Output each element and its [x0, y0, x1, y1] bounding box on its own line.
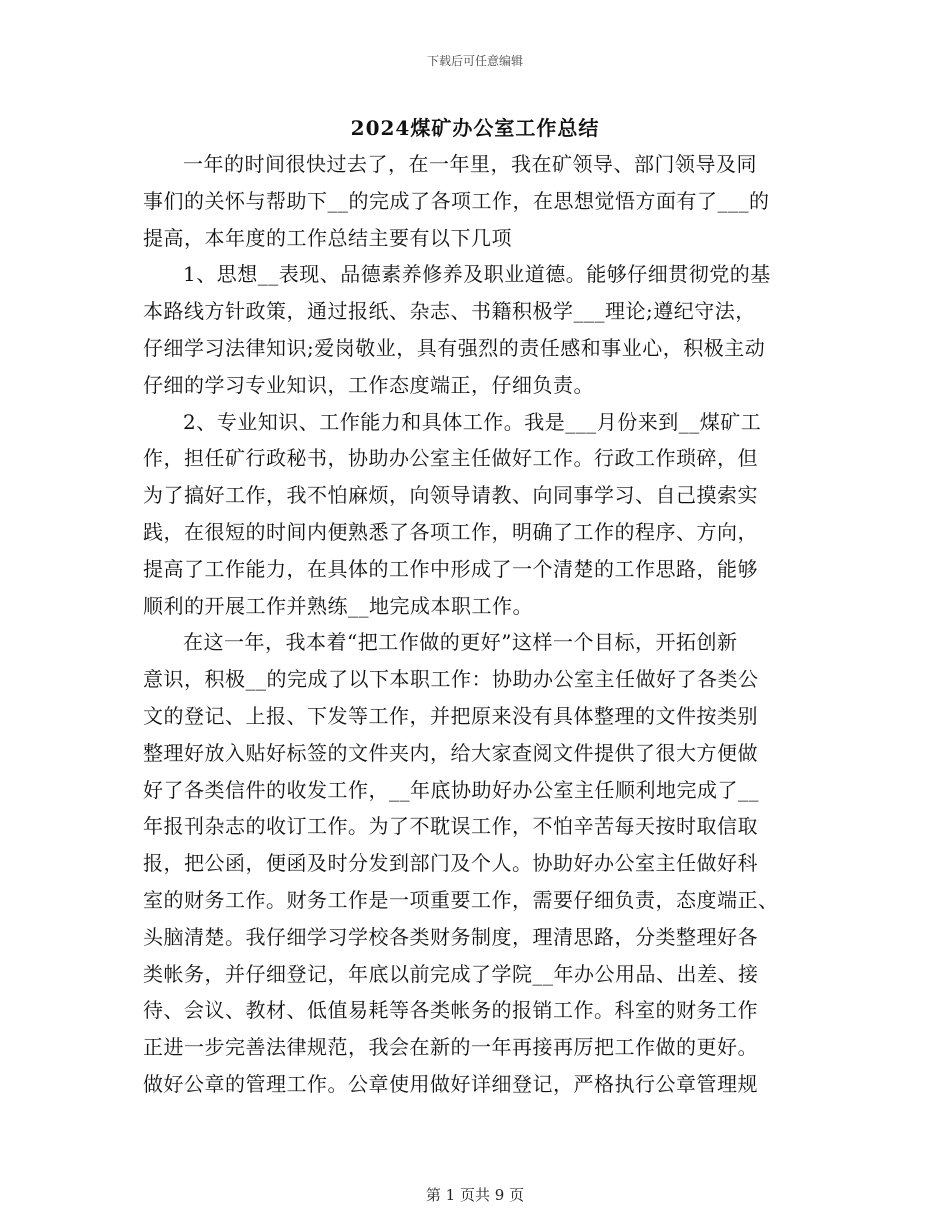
text-line: 仔细的学习专业知识，工作态度端正，仔细负责。 [143, 372, 594, 397]
text-line: 报，把公函，便函及时分发到部门及个人。协助好办公室主任做好科 [143, 851, 758, 876]
text-line: 待、会议、教材、低值易耗等各类帐务的报销工作。科室的财务工作 [143, 998, 758, 1023]
page-footer: 第 1 页共 9 页 [425, 1186, 525, 1204]
text-line: 室的财务工作。财务工作是一项重要工作，需要仔细负责，态度端正、 [143, 887, 779, 912]
text-line: 作，担任矿行政秘书，协助办公室主任做好工作。行政工作琐碎，但 [143, 446, 758, 471]
text-line: 一年的时间很快过去了，在一年里，我在矿领导、部门领导及同 [183, 152, 757, 176]
text-line: 好了各类信件的收发工作，__年底协助好办公室主任顺利地完成了__ [143, 777, 759, 802]
text-line: 意识，积极__的完成了以下本职工作：协助办公室主任做好了各类公 [143, 667, 759, 692]
text-line: 头脑清楚。我仔细学习学校各类财务制度，理清思路，分类整理好各 [143, 924, 758, 949]
text-line: 为了搞好工作，我不怕麻烦，向领导请教、向同事学习、自己摸索实 [143, 483, 758, 508]
text-line: 做好公章的管理工作。公章使用做好详细登记，严格执行公章管理规 [143, 1071, 758, 1096]
text-line: 正进一步完善法律规范，我会在新的一年再接再厉把工作做的更好。 [143, 1035, 758, 1060]
text-line: 文的登记、上报、下发等工作，并把原来没有具体整理的文件按类别 [143, 703, 758, 728]
text-line: 整理好放入贴好标签的文件夹内，给大家查阅文件提供了很大方便做 [143, 740, 758, 765]
text-line: 仔细学习法律知识;爱岗敬业，具有强烈的责任感和事业心，积极主动 [143, 335, 766, 360]
text-line: 在这一年，我本着“把工作做的更好”这样一个目标，开拓创新 [183, 630, 738, 655]
text-line: 践，在很短的时间内便熟悉了各项工作，明确了工作的程序、方向， [143, 519, 758, 544]
text-line: 年报刊杂志的收订工作。为了不耽误工作，不怕辛苦每天按时取信取 [143, 814, 758, 839]
text-line: 1、思想__表现、品德素养修养及职业道德。能够仔细贯彻党的基 [183, 262, 771, 287]
text-line: 类帐务，并仔细登记，年底以前完成了学院__年办公用品、出差、接 [143, 961, 759, 986]
text-line: 事们的关怀与帮助下__的完成了各项工作，在思想觉悟方面有了___的 [143, 188, 770, 213]
document-body [143, 146, 811, 1103]
page-header: 下载后可任意编辑 [426, 54, 523, 68]
text-line: 提高，本年度的工作总结主要有以下几项 [143, 225, 512, 250]
text-line: 本路线方针政策，通过报纸、杂志、书籍积极学___理论;遵纪守法， [143, 299, 756, 324]
text-line: 提高了工作能力，在具体的工作中形成了一个清楚的工作思路，能够 [143, 556, 758, 581]
document-title: 2024煤矿办公室工作总结 [350, 116, 600, 140]
text-line: 顺利的开展工作并熟练__地完成本职工作。 [143, 593, 533, 618]
text-line: 2、专业知识、工作能力和具体工作。我是___月份来到__煤矿工 [183, 409, 762, 434]
